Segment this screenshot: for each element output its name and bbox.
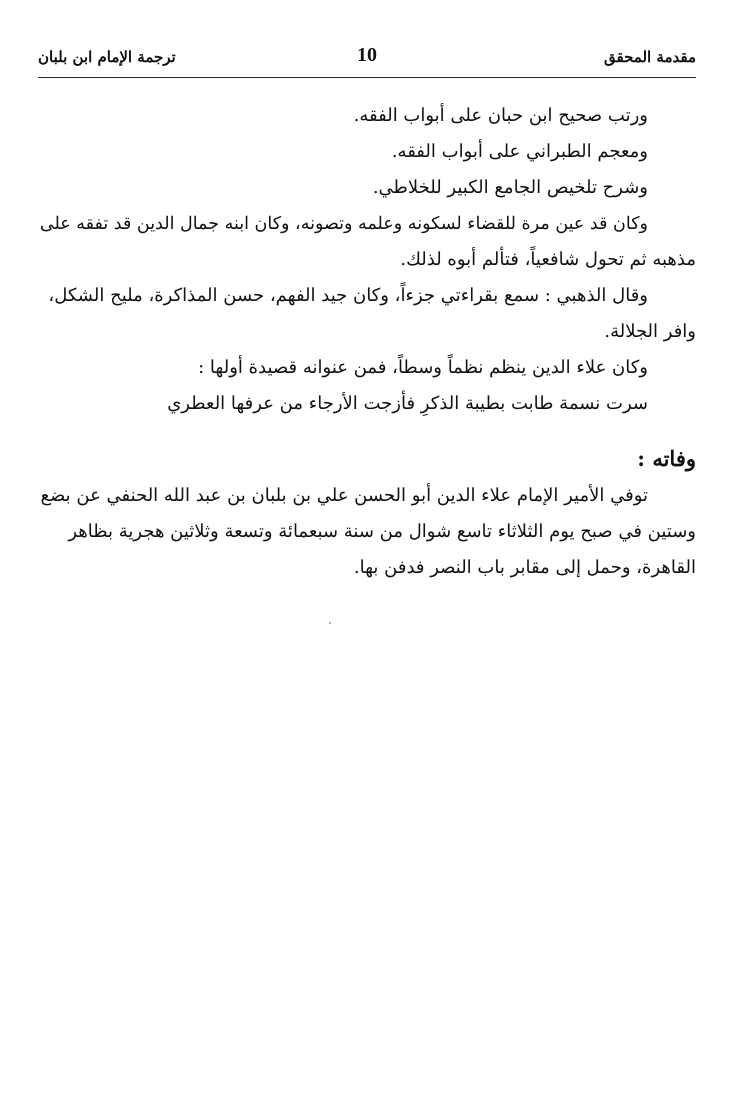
section-text [38, 478, 696, 586]
text-line: وقال الذهبي : سمع بقراءتي جزءاً، وكان جيد الفهم، حسن المذاكرة، مليح الشكل، [48, 285, 648, 306]
page-header [38, 44, 696, 72]
text-line: وكان علاء الدين ينظم نظماً وسطاً، فمن عنوانه قصيدة أولها : [198, 357, 648, 378]
text-line: وافر الجلالة. [604, 321, 696, 342]
page-number: 10 [357, 44, 377, 66]
header-right-title: مقدمة المحقق [604, 48, 696, 66]
text-line: ورتب صحيح ابن حبان على أبواب الفقه. [353, 105, 648, 126]
header-rule [38, 77, 696, 78]
section-title-death: وفاته : [637, 446, 696, 471]
text-line: وكان قد عين مرة للقضاء لسكونه وعلمه وتصونه، وكان ابنه جمال الدين قد تفقه على [39, 214, 648, 234]
verse-line: سرت نسمة طابت بطيبة الذكرِ فأزجت الأرجاء من عرفها العطري [167, 393, 648, 414]
text-line: توفي الأمير الإمام علاء الدين أبو الحسن علي بن بلبان بن عبد الله الحنفي عن بضع [40, 485, 648, 506]
header-left-title: ترجمة الإمام ابن بلبان [38, 48, 176, 66]
text-line: القاهرة، وحمل إلى مقابر باب النصر فدفن بها. [353, 557, 696, 578]
text-line: وستين في صبح يوم الثلاثاء تاسع شوال من سنة سبعمائة وتسعة وثلاثين هجرية بظاهر [68, 521, 696, 542]
text-line: ومعجم الطبراني على أبواب الفقه. [391, 141, 648, 162]
text-line: وشرح تلخيص الجامع الكبير للخلاطي. [372, 177, 648, 198]
text-line: مذهبه ثم تحول شافعياً، فتألم أبوه لذلك. [400, 249, 696, 270]
main-text [38, 98, 696, 422]
scan-speck [329, 622, 331, 624]
